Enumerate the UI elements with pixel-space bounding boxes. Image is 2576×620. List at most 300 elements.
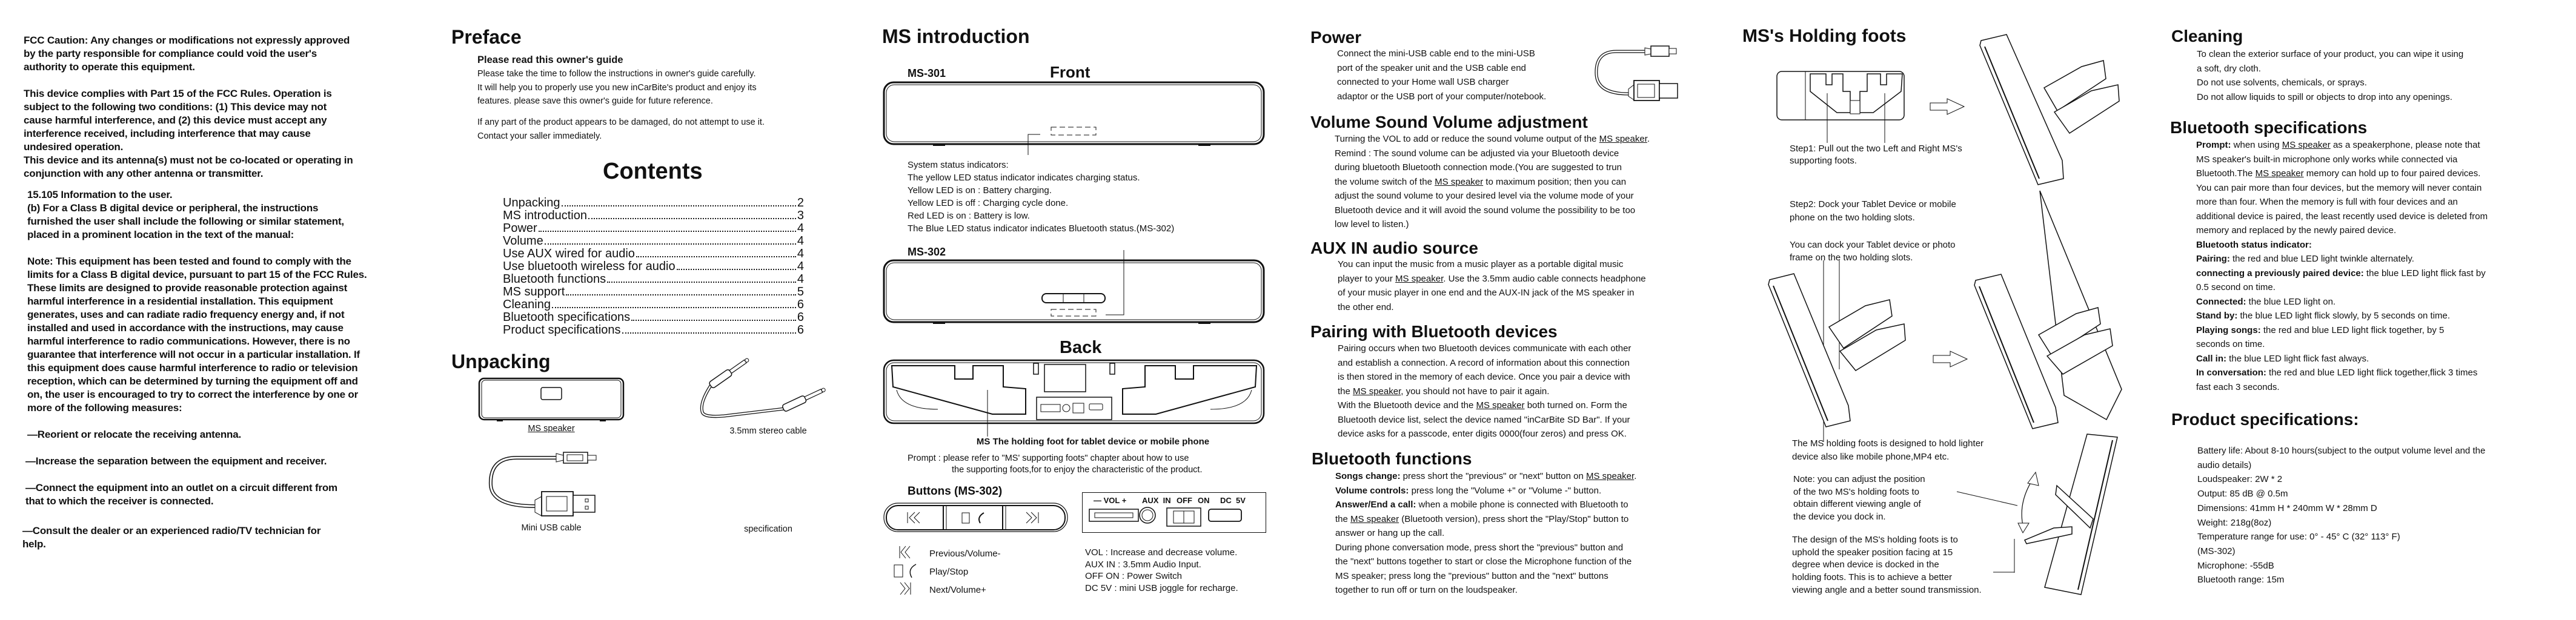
text-line: Pairing occurs when two Bluetooth devices communicate with each other <box>1338 343 1632 354</box>
text-line: Previous/Volume- <box>929 549 1001 559</box>
text-line: uphold the speaker position facing at 15 <box>1792 547 1953 558</box>
text-line: obtain different viewing angle of <box>1793 499 1921 510</box>
on-label: ON <box>1198 496 1210 505</box>
toc-entry-label: Use AUX wired for audio <box>503 247 635 260</box>
toc-entry-page: 2 <box>797 196 804 209</box>
text-line: Bluetooth device and it will avoid the sound volume the possibility to be too <box>1335 205 1636 216</box>
bluetooth-functions-body <box>1335 469 1636 598</box>
text-line: generates, uses and can radiate radio frequency energy and, if not <box>27 309 345 320</box>
power-heading: Power <box>1310 28 1362 47</box>
text-line: answer or hang up the call. <box>1335 528 1445 538</box>
toc-entry <box>503 209 804 222</box>
ms-introduction-heading: MS introduction <box>882 25 1030 47</box>
toc-entry-page: 6 <box>797 298 804 311</box>
underlined-term: MS speaker <box>1395 273 1444 284</box>
text-line: Please take the time to follow the instructions in owner's guide carefully. <box>477 69 756 79</box>
bold-label: Bluetooth status indicator: <box>2196 239 2312 250</box>
design-description <box>1792 534 1982 597</box>
toc-entry-label: MS support <box>503 285 565 298</box>
text-line: more of the following measures: <box>27 402 182 414</box>
text-line: conjunction with any other antenna or transmitter. <box>24 168 264 179</box>
text-line: It will help you to properly use you new inCarBite's product and enjoy its <box>477 82 757 93</box>
text-line: Red LED is on : Battery is low. <box>908 211 1030 221</box>
text-line: limits for a Class B digital device, pursuant to part 15 of the FCC Rules. <box>27 269 367 280</box>
toc-entry-page: 4 <box>797 234 804 248</box>
toc-leader-dots <box>562 205 796 206</box>
usb-cable-illustration <box>1595 45 1687 101</box>
text-line: of your music player in one end and the AUX-IN jack of the MS speaker in <box>1338 288 1635 298</box>
status-led-indicator <box>1051 127 1096 135</box>
toc-entry-label: Bluetooth functions <box>503 272 606 286</box>
underlined-term: MS speaker <box>1599 134 1647 144</box>
aux-in-heading: AUX IN audio source <box>1310 239 1478 257</box>
text-line: guarantee that interference will not occur in a particular installation. If <box>27 349 360 360</box>
text-line: device asks for a passcode, enter digits 0000(four zeros) and press OK. <box>1338 429 1627 439</box>
underlined-term: MS speaker <box>2282 140 2331 150</box>
text-line: To clean the exterior surface of your product, you can wipe it using <box>2197 49 2464 59</box>
prompt-line-1: Prompt : please refer to "MS' supporting foots" chapter about how to use <box>908 453 1189 463</box>
bluetooth-functions-heading: Bluetooth functions <box>1312 449 1472 468</box>
text-line: —Increase the separation between the equipment and receiver. <box>25 455 327 467</box>
text-line: during bluetooth Bluetooth connection mode.(You are suggested to trun <box>1335 162 1622 173</box>
underlined-term: MS speaker <box>1435 176 1484 187</box>
bold-label: Songs change: <box>1335 471 1401 481</box>
text-segment: when using <box>2231 140 2282 150</box>
toc-entry-label: MS introduction <box>503 209 587 222</box>
text-line <box>2196 323 2488 338</box>
pairing-body <box>1338 341 1631 441</box>
text-line: cause harmful interference, and (2) this device must accept any <box>24 114 327 126</box>
play-stop-button[interactable] <box>962 513 984 523</box>
text-segment: to maximum position; then you can <box>1483 176 1627 187</box>
text-line: Battery life: About 8-10 hours(subject to the output volume level and the <box>2197 446 2486 456</box>
text-line: Contact your saller immediately. <box>477 131 602 141</box>
text-segment: the blue LED light flick fast by <box>2363 268 2486 279</box>
text-line: by the party responsible for compliance could void the user's <box>24 48 317 59</box>
text-line <box>2196 238 2488 252</box>
prompt-line-2: the supporting foots,for to enjoy the characteristic of the product. <box>952 465 1203 475</box>
bold-label: Connected: <box>2196 296 2246 307</box>
buttons-ms302-heading: Buttons (MS-302) <box>908 485 1003 498</box>
toc-entry-label: Use bluetooth wireless for audio <box>503 260 676 273</box>
underlined-term: MS speaker <box>1350 513 1399 524</box>
text-segment: With the Bluetooth device and the <box>1338 400 1476 411</box>
underlined-term: MS speaker <box>2255 168 2304 179</box>
text-line: a soft, dry cloth. <box>2197 63 2261 74</box>
previous-icon <box>900 546 910 558</box>
text-segment: the red and blue LED light twinkle alternately. <box>2229 254 2414 264</box>
toc-entry-page: 4 <box>797 272 804 286</box>
bold-label: Stand by: <box>2196 311 2238 321</box>
front-view-label: Front <box>1050 63 1090 81</box>
toc-entry <box>503 197 804 209</box>
text-line <box>2196 295 2488 309</box>
toc-entry-page: 3 <box>797 209 804 222</box>
text-segment: memory can hold up to four paired devices. <box>2303 168 2481 179</box>
text-line: Connect the mini-USB cable end to the mini-USB <box>1337 48 1535 59</box>
text-line: low level to listen.) <box>1335 219 1409 229</box>
pairing-heading: Pairing with Bluetooth devices <box>1310 322 1558 341</box>
text-segment: the blue LED light flick slowly, by 5 seconds on time. <box>2237 311 2451 321</box>
text-line: Temperature range for use: 0° - 45° C (32° 113° F) <box>2197 532 2400 542</box>
model-ms302-label: MS-302 <box>908 246 946 258</box>
toc-leader-dots <box>631 320 796 321</box>
text-line: is then stored in the memory of each device. Once you pair a device with <box>1338 372 1630 382</box>
text-line: frame on the two holding slots. <box>1790 252 1913 263</box>
text-line: device also like mobile phone,MP4 etc. <box>1792 452 1950 462</box>
text-line <box>1335 175 1650 190</box>
text-line: holding foots. This is to achieve a better <box>1792 572 1953 583</box>
ms-back-illustration <box>883 360 1265 438</box>
toc-entry <box>503 222 804 235</box>
model-ms301-label: MS-301 <box>908 67 946 79</box>
text-segment: the <box>1338 386 1353 397</box>
mini-usb-cable-label: Mini USB cable <box>521 523 582 533</box>
text-line: Dimensions: 41mm H * 240mm W * 28mm D <box>2197 503 2377 513</box>
text-line: This device and its antenna(s) must not be co-located or operating in <box>24 154 353 166</box>
text-segment: . <box>1634 471 1637 481</box>
next-icon <box>900 582 911 595</box>
unpacking-heading: Unpacking <box>451 351 551 372</box>
off-label: OFF <box>1177 496 1192 505</box>
aux-in-body <box>1338 257 1646 314</box>
step1-text <box>1790 143 1962 167</box>
text-line: Loudspeaker: 2W * 2 <box>2197 474 2283 485</box>
rear-port-panel <box>1082 492 1266 533</box>
bold-label: Pairing: <box>2196 254 2230 264</box>
text-line: help. <box>22 538 46 550</box>
arrow-right-icon <box>1933 351 1968 367</box>
text-line: degree when device is docked in the <box>1792 559 1939 570</box>
toc-entry <box>503 248 804 260</box>
text-line: MS speaker; press long the "previous" button and the "next" buttons <box>1335 570 1608 581</box>
text-line: AUX IN : 3.5mm Audio Input. <box>1085 559 1201 570</box>
text-line: memory and replaced by the newly paired device. <box>2196 225 2397 236</box>
button-legend <box>929 545 1001 599</box>
text-segment: as a speakerphone, please note that <box>2330 140 2480 150</box>
text-line <box>2196 266 2488 281</box>
text-line: Weight: 218g(8oz) <box>2197 517 2272 528</box>
right-holding-foot <box>1123 366 1256 414</box>
toc-leader-dots <box>539 231 796 232</box>
text-line: reception, which can be determined by turning the equipment off and <box>27 375 358 387</box>
fcc-part15-statement <box>24 87 353 180</box>
text-line <box>1335 132 1650 147</box>
preface-heading: Preface <box>451 26 522 48</box>
text-line: that to which the receiver is connected. <box>25 495 214 507</box>
text-line: VOL : Increase and decrease volume. <box>1085 547 1238 558</box>
text-line: The design of the MS's holding foots is to <box>1792 535 1958 545</box>
toc-entry-page: 6 <box>797 323 804 337</box>
vol-port-label: — VOL + <box>1094 496 1127 505</box>
text-line: Remind : The sound volume can be adjusted via your Bluetooth device <box>1335 148 1619 159</box>
fcc-measure-separation <box>25 455 327 468</box>
contents-heading: Contents <box>603 159 703 184</box>
adjust-position-note <box>1793 473 1925 524</box>
arrow-right-icon <box>1930 99 1965 114</box>
text-line: Note: This equipment has been tested and found to comply with the <box>27 256 351 267</box>
text-line: the device you dock in. <box>1793 512 1886 523</box>
toc-entry-page: 4 <box>797 247 804 260</box>
toc-entry-label: Volume <box>503 234 543 248</box>
toc-entry-label: Unpacking <box>503 196 560 209</box>
text-line: 0.5 second on time. <box>2196 282 2276 292</box>
text-line: —Reorient or relocate the receiving antenna. <box>27 429 242 440</box>
text-line: This device complies with Part 15 of the FCC Rules. Operation is <box>24 88 332 99</box>
text-line: Yellow LED is off : Charging cycle done. <box>908 198 1069 208</box>
preface-body <box>477 67 757 108</box>
fcc-class-b-note <box>27 255 367 415</box>
toc-entry <box>503 286 804 298</box>
toc-entry <box>503 324 804 337</box>
holding-foots-heading: MS's Holding foots <box>1742 26 1907 46</box>
toc-entry-label: Bluetooth specifications <box>503 311 631 324</box>
text-line: If any part of the product appears to be damaged, do not attempt to use it. <box>477 117 765 127</box>
text-line: subject to the following two conditions: (1) This device may not <box>24 101 327 113</box>
text-line: installed and used in accordance with the instructions, may cause <box>27 322 344 334</box>
text-line: —Connect the equipment into an outlet on a circuit different from <box>25 482 337 493</box>
text-line: The Blue LED status indicator indicates Bluetooth status.(MS-302) <box>908 223 1175 234</box>
toc-entry <box>503 311 804 324</box>
dc-5v-usb-port[interactable] <box>1209 509 1241 521</box>
text-segment: the red and blue LED light flick together,flick 3 times <box>2266 368 2478 378</box>
text-line: System status indicators: <box>908 160 1009 170</box>
text-segment: Bluetooth.The <box>2196 168 2256 179</box>
cleaning-body <box>2197 47 2463 104</box>
text-line: authority to operate this equipment. <box>24 61 195 73</box>
toc-leader-dots <box>607 282 796 283</box>
dc-5v-port-label: DC 5V <box>1220 496 1246 505</box>
text-segment: when a mobile phone is connected with Bluetooth to <box>1416 500 1628 510</box>
power-body <box>1337 47 1546 104</box>
text-line: seconds on time. <box>2196 339 2265 349</box>
fcc-measure-outlet <box>25 481 337 508</box>
toc-leader-dots <box>566 294 796 295</box>
text-line: connected to your Home wall USB charger <box>1337 77 1509 87</box>
text-line: viewing angle and a better sound transmission. <box>1792 584 1982 595</box>
product-specifications-body <box>2197 444 2485 587</box>
text-line: Bluetooth range: 15m <box>2197 575 2285 585</box>
text-segment: , you should not have to pair it again. <box>1401 386 1550 397</box>
text-segment: the red and blue LED light flick together, by 5 <box>2260 325 2445 335</box>
text-line: this equipment does cause harmful interference to radio or television <box>27 362 358 374</box>
text-line: OFF ON : Power Switch <box>1085 571 1183 582</box>
text-line: placed in a prominent location in the text of the manual: <box>27 229 294 240</box>
text-segment: the blue LED light on. <box>2246 296 2336 307</box>
specification-label: specification <box>744 524 792 534</box>
toc-entry-page: 4 <box>797 222 804 235</box>
text-line: together to run off or turn on the loudspeaker. <box>1335 585 1518 595</box>
next-button[interactable] <box>1026 512 1038 523</box>
text-line: Play/Stop <box>929 567 969 577</box>
product-specifications-heading: Product specifications: <box>2171 410 2359 429</box>
underlined-term: MS speaker <box>1476 400 1525 411</box>
text-line: During phone conversation mode, press short the "previous" button and <box>1335 542 1624 553</box>
toc-entry <box>503 260 804 273</box>
stereo-cable-illustration <box>700 372 830 424</box>
text-line: of the two MS's holding foots to <box>1793 486 1919 497</box>
text-line: (MS-302) <box>2197 546 2236 556</box>
text-line: features. please save this owner's guide for future reference. <box>477 96 713 106</box>
volume-rocker[interactable] <box>1089 509 1138 521</box>
underlined-term: MS speaker <box>1585 471 1635 481</box>
text-line: These limits are designed to provide reasonable protection against <box>27 282 348 294</box>
ms302-button-strip <box>883 503 1069 533</box>
mini-usb-cable-illustration <box>490 452 611 517</box>
table-of-contents <box>503 197 804 337</box>
bold-label: Playing songs: <box>2196 325 2261 335</box>
text-line: FCC Caution: Any changes or modifications not expressly approved <box>24 35 350 46</box>
tablet-docked-illustration <box>1973 190 2125 429</box>
text-line: The yellow LED status indicator indicates charging status. <box>908 173 1140 183</box>
system-status-indicators <box>908 159 1174 235</box>
fcc-information-to-user <box>27 188 344 242</box>
volume-heading: Volume Sound Volume adjustment <box>1310 113 1588 131</box>
toc-leader-dots <box>622 332 796 334</box>
foot-angle-adjust-illustration <box>1954 431 2126 601</box>
stereo-cable-label: 3.5mm stereo cable <box>729 426 807 436</box>
adjust-arrow-icon <box>2022 480 2033 528</box>
port-descriptions <box>1085 547 1238 595</box>
text-line <box>1338 398 1631 413</box>
text-line: and establish a connection. A record of information about this connection <box>1338 357 1630 368</box>
power-switch[interactable] <box>1167 508 1201 526</box>
toc-entry <box>503 298 804 311</box>
fcc-measure-consult <box>22 524 320 551</box>
bluetooth-specifications-heading: Bluetooth specifications <box>2170 118 2368 137</box>
text-line: fast each 3 seconds. <box>2196 381 2280 392</box>
text-segment: player to your <box>1338 273 1396 284</box>
play-stop-icon <box>894 564 916 578</box>
text-line: Note: you can adjust the position <box>1793 474 1925 484</box>
text-line: more than four. When the memory is full with four devices and an <box>2196 197 2458 207</box>
text-line: —Consult the dealer or an experienced radio/TV technician for <box>22 525 321 536</box>
text-segment: the blue LED light flick fast always. <box>2226 353 2369 364</box>
toc-entry-page: 4 <box>797 260 804 273</box>
front-button-strip <box>1042 294 1105 303</box>
text-line: Yellow LED is on : Battery charging. <box>908 185 1052 196</box>
toc-leader-dots <box>636 256 796 257</box>
text-line: the other end. <box>1338 302 1394 312</box>
volume-body <box>1335 132 1650 232</box>
text-line: Next/Volume+ <box>929 585 986 595</box>
fcc-caution <box>24 34 350 74</box>
speaker-feet-extended-illustration <box>1768 260 1914 427</box>
text-line: Step2: Dock your Tablet Device or mobile <box>1790 199 1956 209</box>
text-line: Output: 85 dB @ 0.5m <box>2197 489 2288 500</box>
text-line <box>1338 384 1631 399</box>
underlined-term: MS speaker <box>1353 386 1401 397</box>
text-line <box>1335 484 1636 498</box>
toc-entry-page: 6 <box>797 311 804 324</box>
toc-leader-dots <box>545 243 796 245</box>
text-line <box>1335 498 1636 512</box>
aux-in-port-label: AUX IN <box>1142 496 1171 505</box>
text-line: Do not use solvents, chemicals, or sprays. <box>2197 78 2367 88</box>
text-segment: Turning the VOL to add or reduce the sound volume output of the <box>1335 134 1599 144</box>
text-segment: . Use the 3.5mm audio cable connects headphone <box>1443 273 1646 284</box>
toc-entry <box>503 273 804 286</box>
preface-subtitle: Please read this owner's guide <box>477 54 623 65</box>
toc-leader-dots <box>552 307 796 308</box>
toc-entry-page: 5 <box>797 285 804 298</box>
bold-label: connecting a previously paired device: <box>2196 268 2364 279</box>
text-line: phone on the two holding slots. <box>1790 213 1915 223</box>
text-line: Bluetooth device list, select the device named "inCarBite SD Bar". If your <box>1338 414 1630 425</box>
text-segment: . <box>1647 134 1650 144</box>
text-line: harmful interference to radio communications. However, there is no <box>27 335 350 347</box>
ms302-front-illustration <box>883 250 1265 326</box>
text-line <box>2196 138 2488 153</box>
bold-label: Call in: <box>2196 353 2227 364</box>
text-segment: press long the "Volume +" or "Volume -" button. <box>1409 485 1602 496</box>
text-line: on, the user is encouraged to try to correct the interference by one or <box>27 389 358 400</box>
text-line <box>2196 167 2488 181</box>
cleaning-heading: Cleaning <box>2171 27 2243 45</box>
bold-label: Prompt: <box>2196 140 2231 150</box>
left-holding-foot <box>892 366 1026 414</box>
bold-label: Answer/End a call: <box>1335 500 1416 510</box>
speaker-with-feet-illustration <box>1979 33 2124 188</box>
text-line: MS speaker's built-in microphone only works while connected via <box>2196 154 2458 165</box>
text-line <box>2196 309 2488 323</box>
tablet-device <box>2040 191 2122 420</box>
toc-entry-label: Cleaning <box>503 298 551 311</box>
bold-label: In conversation: <box>2196 368 2266 378</box>
button-legend-icons <box>894 545 924 596</box>
text-line: You can input the music from a music player as a portable digital music <box>1338 259 1624 269</box>
text-line: audio details) <box>2197 460 2252 470</box>
back-view-label: Back <box>1060 338 1102 357</box>
speaker-back-small-illustration <box>1776 70 1905 143</box>
toc-entry <box>503 235 804 248</box>
text-line <box>2196 366 2488 380</box>
ms301-front-illustration <box>883 81 1265 148</box>
fcc-measure-reorient <box>27 428 241 441</box>
text-line: DC 5V : mini USB joggle for recharge. <box>1085 583 1238 594</box>
ms-speaker-label: MS speaker <box>528 424 575 434</box>
text-line: Step1: Pull out the two Left and Right MS's <box>1790 143 1962 154</box>
toc-entry-label: Power <box>503 222 537 235</box>
text-line: port of the speaker unit and the USB cable end <box>1337 62 1526 73</box>
text-segment: press short the "previous" or "next" button on <box>1400 471 1586 481</box>
text-line: You can pair more than four devices, but the memory will never contain <box>2196 182 2482 193</box>
text-line: The MS holding foots is designed to hold lighter <box>1792 438 1984 449</box>
text-line: Microphone: -55dB <box>2197 560 2274 571</box>
toc-leader-dots <box>588 218 796 219</box>
text-line <box>1335 469 1636 484</box>
text-segment: the volume switch of the <box>1335 176 1435 187</box>
toc-entry-label: Product specifications <box>503 323 621 337</box>
text-line <box>2196 252 2488 266</box>
text-line: supporting foots. <box>1790 156 1857 166</box>
text-segment: (Bluetooth version), press short the "Play/Stop" button to <box>1399 513 1629 524</box>
bluetooth-specifications-body <box>2196 138 2488 394</box>
text-line <box>2196 352 2488 366</box>
aux-in-jack[interactable] <box>1140 507 1155 523</box>
text-line: furnished the user shall include the following or similar statement, <box>27 216 344 227</box>
text-line: the "next" buttons together to start or close the Microphone function of the <box>1335 556 1632 567</box>
toc-leader-dots <box>677 269 796 270</box>
text-segment: both turned on. Form the <box>1524 400 1627 411</box>
text-line: adjust the sound volume to your desired level via the volume mode of your <box>1335 191 1634 201</box>
previous-button[interactable] <box>908 512 920 523</box>
text-line <box>1335 512 1636 527</box>
text-line: harmful interference in a residential installation. This equipment <box>27 295 333 307</box>
step2-text <box>1790 198 1956 225</box>
text-line: adaptor or the USB port of your computer/notebook. <box>1337 91 1547 102</box>
text-line: additional device is paired, the least recently used device is deleted from <box>2196 211 2488 222</box>
